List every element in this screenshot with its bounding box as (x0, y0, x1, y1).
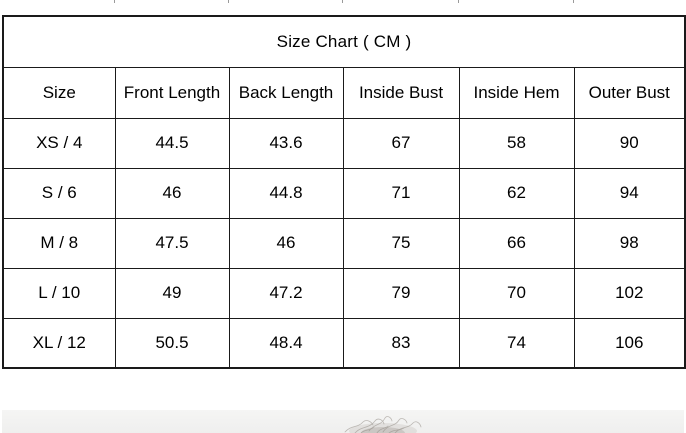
cell-inside-hem: 74 (459, 318, 574, 368)
cell-inside-bust: 67 (343, 118, 459, 168)
cell-outer-bust: 94 (574, 168, 685, 218)
size-chart-header-row (3, 67, 685, 118)
cell-outer-bust: 90 (574, 118, 685, 168)
cell-front-length: 47.5 (115, 218, 229, 268)
cropped-product-photo (2, 410, 684, 433)
cell-front-length: 46 (115, 168, 229, 218)
table-row-s (3, 168, 685, 218)
cell-inside-bust: 83 (343, 318, 459, 368)
cell-size: M / 8 (3, 218, 115, 268)
column-header-back-length: Back Length (229, 67, 343, 118)
model-hair-icon (325, 413, 441, 433)
column-line-artifact (458, 0, 459, 3)
cell-inside-hem: 66 (459, 218, 574, 268)
column-header-size: Size (3, 67, 115, 118)
size-chart-title-row (3, 16, 685, 67)
cell-inside-hem: 70 (459, 268, 574, 318)
cell-back-length: 44.8 (229, 168, 343, 218)
cell-size: L / 10 (3, 268, 115, 318)
cell-back-length: 43.6 (229, 118, 343, 168)
cell-inside-bust: 71 (343, 168, 459, 218)
cell-outer-bust: 106 (574, 318, 685, 368)
size-chart-table (2, 15, 686, 369)
cell-back-length: 47.2 (229, 268, 343, 318)
column-line-artifact (228, 0, 229, 3)
cell-outer-bust: 102 (574, 268, 685, 318)
cell-back-length: 46 (229, 218, 343, 268)
column-line-artifact (114, 0, 115, 3)
table-row-xs (3, 118, 685, 168)
cell-size: XL / 12 (3, 318, 115, 368)
cell-back-length: 48.4 (229, 318, 343, 368)
column-line-artifact (342, 0, 343, 3)
cell-front-length: 50.5 (115, 318, 229, 368)
cell-inside-hem: 62 (459, 168, 574, 218)
cell-size: S / 6 (3, 168, 115, 218)
cell-inside-hem: 58 (459, 118, 574, 168)
cell-front-length: 49 (115, 268, 229, 318)
cell-front-length: 44.5 (115, 118, 229, 168)
table-row-l (3, 268, 685, 318)
cell-size: XS / 4 (3, 118, 115, 168)
column-header-outer-bust: Outer Bust (574, 67, 685, 118)
table-row-xl (3, 318, 685, 368)
table-row-m (3, 218, 685, 268)
cell-outer-bust: 98 (574, 218, 685, 268)
cell-inside-bust: 79 (343, 268, 459, 318)
column-line-artifact (573, 0, 574, 3)
cell-inside-bust: 75 (343, 218, 459, 268)
column-header-inside-bust: Inside Bust (343, 67, 459, 118)
column-header-front-length: Front Length (115, 67, 229, 118)
column-header-inside-hem: Inside Hem (459, 67, 574, 118)
size-chart-title: Size Chart ( CM ) (3, 16, 685, 67)
